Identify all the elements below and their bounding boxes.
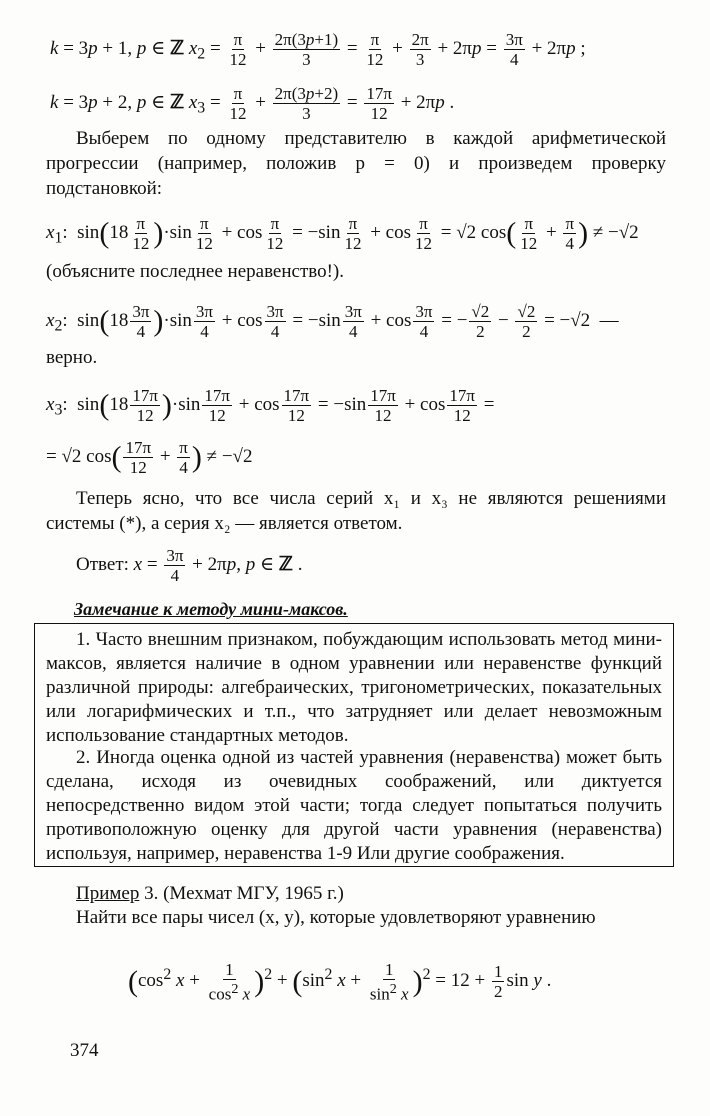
check-x3-cont: = √2 cos( $\frac{17\pi}{12}$ + $\frac{\pi}{4}$ ) ≠ −√2	[46, 438, 253, 477]
paragraph-choose: Выберем по одному представителю в каждой арифметической прогрессии (например, положив p = 0) и произведем проверку подстановкой:	[46, 128, 666, 199]
remark-heading: Замечание к методу мини-максов.	[74, 599, 348, 619]
formula-k2: k = 3p + 2, p ∈ ℤ $x_3$ = $\frac{\pi}{12}$ + $\frac{2\pi(3p+2)}{3}$ = $\frac{17\pi}{12}$ + 2πp .	[50, 84, 455, 123]
check-x1: $x_1$: sin(18 $\frac{\pi}{12}$ )·sin $\frac{\pi}{12}$ + cos $\frac{\pi}{12}$ = −sin $\frac{\pi}{12}$ + cos $\frac{\pi}{12}$ = √2 cos( $\frac{\pi}{12}$ + $\frac{\pi}{4}$ ) ≠ −√2	[46, 214, 639, 253]
example-title-text: 3. (Мехмат МГУ, 1965 г.)	[139, 883, 344, 904]
formula-k1: k = 3p + 1, p ∈ ℤ $x_2$ = $\frac{\pi}{12}$ + $\frac{2\pi(3p+1)}{3}$ = $\frac{\pi}{12}$ + $\frac{2\pi}{3}$ + 2πp = $\frac{3\pi}{4}$ + 2πp ;	[50, 30, 586, 69]
example-title	[76, 882, 344, 906]
answer-line: Ответ: x = $\frac{3\pi}{4}$ + 2πp, p ∈ ℤ .	[76, 546, 303, 585]
example-label: Пример	[76, 883, 140, 904]
check-x2: $x_2$: sin(18 $\frac{3\pi}{4}$ )·sin $\frac{3\pi}{4}$ + cos $\frac{3\pi}{4}$ = −sin $\frac{3\pi}{4}$ + cos $\frac{3\pi}{4}$ = − $\frac{√2}{2}$ − $\frac{√2}{2}$ = −√2 —	[46, 302, 619, 341]
remark-p1: 1. Часто внешним признаком, побуждающим использовать метод мини-максов, является наличие в одном уравнении или неравенстве функций различной природы: алгебраических, тригонометрических, показательных или логарифмических и т.п., что затрудняет или делает невозможным использование стандартных методов.	[46, 629, 662, 746]
check-x1-note: (объясните последнее неравенство!).	[46, 261, 345, 282]
page-number: 374	[70, 1040, 99, 1061]
example-equation: ($\cos^2$ x + $\frac{1}{\cos^2 x}$ )$^2 + (\sin^2$ x + $\frac{1}{\sin^2 x}$ )$^2$ = 12 + $\frac{1}{2}$ sin y .	[128, 960, 552, 1004]
check-x2-note: верно.	[46, 347, 98, 368]
remark-p2: 2. Иногда оценка одной из частей уравнения (неравенства) может быть сделана, исходя из очевидных соображений, или диктуется непосредственно видом этой части; тогда следует попытаться получить противоположную оценку для другой части уравнения (неравенства) используя, например, неравенства 1-9 Или другие соображения.	[46, 747, 662, 864]
example-task: Найти все пары чисел (x, y), которые удовлетворяют уравнению	[76, 907, 596, 928]
check-x3: $x_3$: sin(18 $\frac{17\pi}{12}$ )·sin $\frac{17\pi}{12}$ + cos $\frac{17\pi}{12}$ = −sin $\frac{17\pi}{12}$ + cos $\frac{17\pi}{12}$ =	[46, 386, 495, 425]
paragraph-now: Теперь ясно, что все числа серий x₁ и x₃ не являются решениями системы (*), а серия x₂ — является ответом.	[46, 488, 666, 534]
